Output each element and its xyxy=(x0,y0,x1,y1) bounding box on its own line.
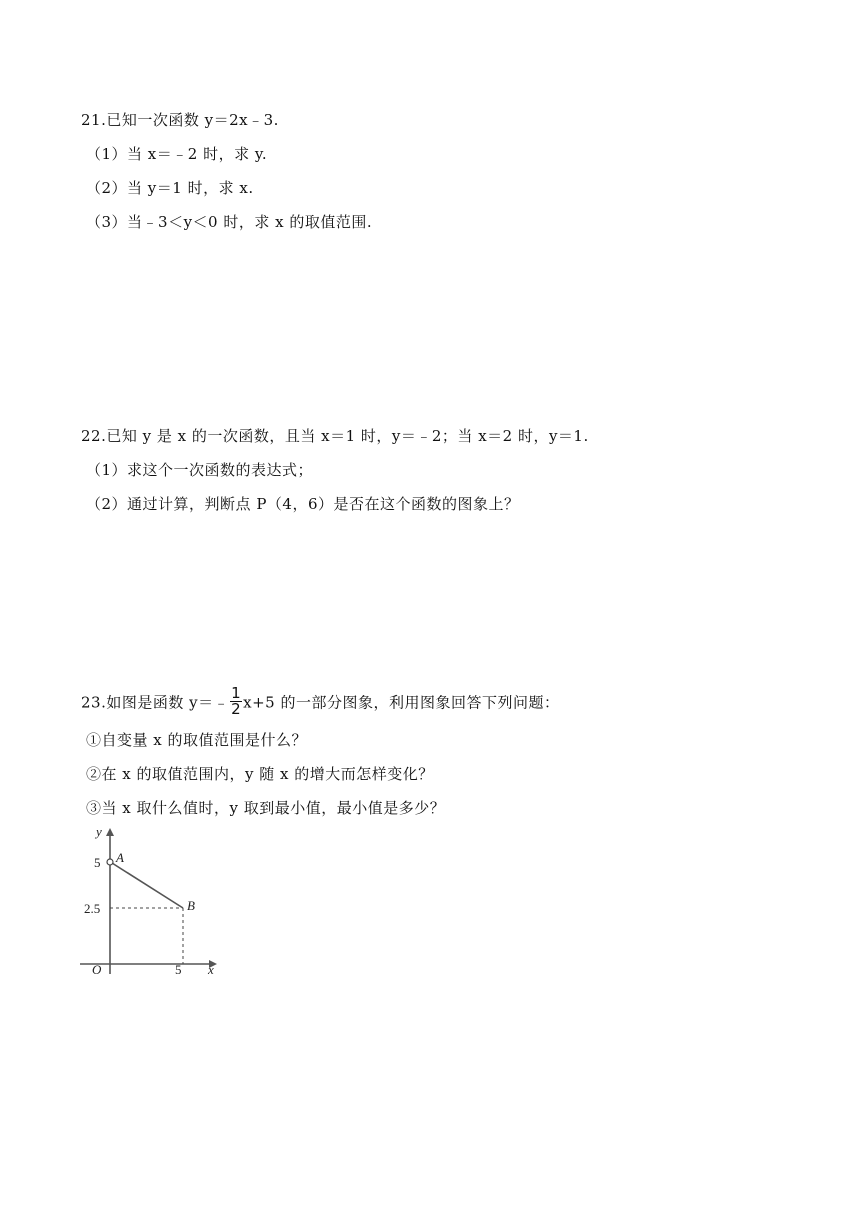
function-graph xyxy=(78,820,228,980)
fraction-denominator: 2 xyxy=(231,700,242,718)
y-axis-label: y xyxy=(96,824,102,839)
x-axis-label: x xyxy=(208,962,214,977)
q23-title xyxy=(81,684,560,719)
origin-label: O xyxy=(92,962,102,977)
q21-part3: （3）当﹣3＜y＜0 时，求 x 的取值范围. xyxy=(86,213,373,231)
q21-title: 21.已知一次函数 y＝2x﹣3. xyxy=(81,111,279,129)
q23-part3: ③当 x 取什么值时，y 取到最小值，最小值是多少？ xyxy=(86,799,446,817)
q22-title: 22.已知 y 是 x 的一次函数，且当 x＝1 时，y＝﹣2；当 x＝2 时，y＝1. xyxy=(81,427,589,445)
q23-title-post: x+5 的一部分图象，利用图象回答下列问题： xyxy=(243,693,560,712)
point-a-open-circle xyxy=(107,859,113,865)
function-segment xyxy=(112,863,183,908)
q22-part1: （1）求这个一次函数的表达式； xyxy=(86,461,314,479)
q21-part1: （1）当 x＝﹣2 时，求 y. xyxy=(86,145,268,163)
point-b-label: B xyxy=(187,898,195,913)
x-tick-5: 5 xyxy=(175,962,182,977)
q23-part1: ①自变量 x 的取值范围是什么？ xyxy=(86,731,307,749)
fraction-numerator: 1 xyxy=(231,684,242,702)
point-a-label: A xyxy=(116,850,124,865)
q23-part2: ②在 x 的取值范围内，y 随 x 的增大而怎样变化？ xyxy=(86,765,434,783)
q23-title-pre: 23.如图是函数 y＝﹣ xyxy=(81,693,230,712)
y-axis-arrow-icon xyxy=(106,828,114,836)
y-tick-5: 5 xyxy=(94,855,101,870)
fraction-one-half xyxy=(230,686,242,717)
q21-part2: （2）当 y＝1 时，求 x. xyxy=(86,179,254,197)
y-tick-2-5: 2.5 xyxy=(84,901,101,916)
q22-part2: （2）通过计算，判断点 P（4，6）是否在这个函数的图象上？ xyxy=(86,495,520,513)
